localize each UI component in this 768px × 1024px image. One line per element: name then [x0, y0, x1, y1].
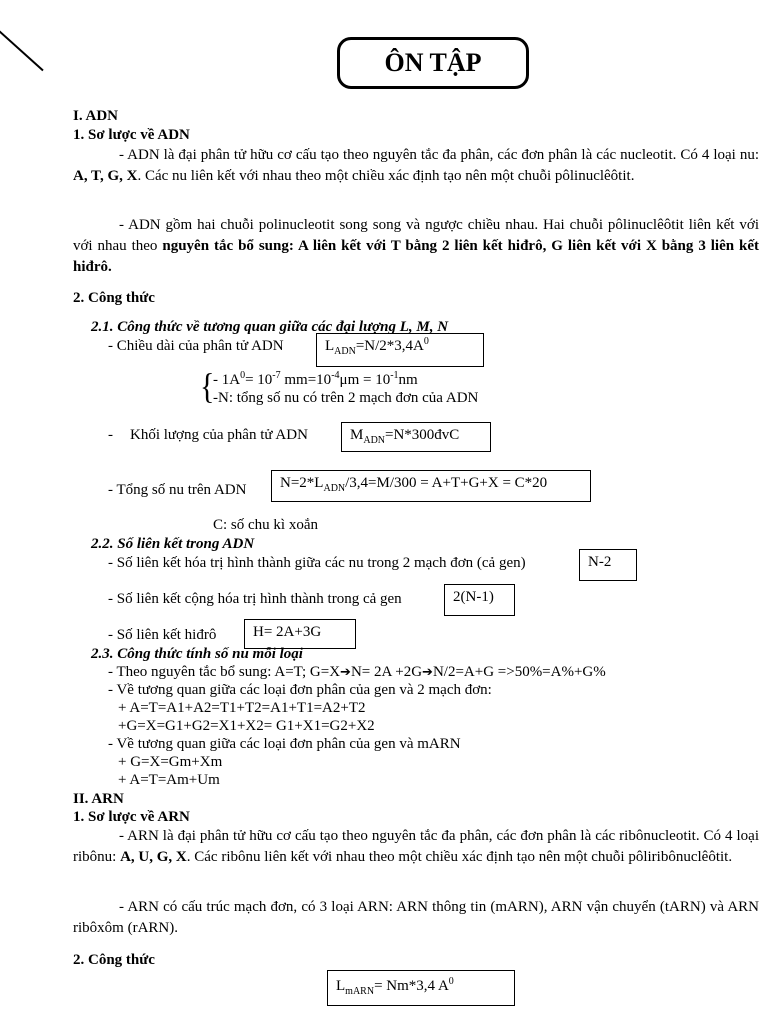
marn-relation-gx: + G=X=Gm+Xm — [118, 754, 223, 770]
brace-icon: { — [200, 366, 215, 407]
marn-relation-at: + A=T=Am+Um — [118, 772, 220, 788]
subheading-adn-formulas: 2. Công thức — [73, 290, 155, 306]
complementary-rule-line: - Theo nguyên tắc bổ sung: A=T; G=X➔N= 2A +2G➔N/2=A+G =>50%=A%+G% — [108, 664, 606, 680]
covalent-bond-strand-label: - Số liên kết hóa trị hình thành giữa các nu trong 2 mạch đơn (cả gen) — [108, 555, 526, 571]
covalent-bond-strand-box: N-2 — [579, 549, 637, 581]
unit-conversion-note: - $1A^0= 10^{-7}$ $mm=10^{-4}\mu m = 10^{-1}nm$ — [213, 370, 418, 388]
arrow-right-icon: ➔ — [422, 665, 433, 680]
marn-length-formula-box: $L_{mARN}= Nm*3,4$ $A^0$ — [327, 970, 515, 1006]
total-nu-label: - Tổng số nu trên ADN — [108, 482, 247, 498]
hydrogen-bond-box: H= 2A+3G — [244, 619, 356, 649]
formula-heading-2-1: 2.1. Công thức về tương quan giữa các đại lượng L, M, N — [91, 319, 449, 335]
covalent-bond-gene-box: 2(N-1) — [444, 584, 515, 616]
section-heading-arn: II. ARN — [73, 791, 124, 807]
coil-cycle-note: C: số chu kì xoắn — [213, 517, 318, 533]
decorative-diagonal-line — [0, 20, 44, 71]
subheading-arn-overview: 1. Sơ lược về ARN — [73, 809, 190, 825]
paragraph-arn-1: - ARN là đại phân tử hữu cơ cấu tạo theo nguyên tắc đa phân, các đơn phân là các ribônucleotit. Có 4 loại ribônu: A, U, G, X. Các ribônu liên kết với nhau theo một chiều xác định tạo nên một chuỗi pôliribônuclêôtit. — [73, 828, 759, 865]
hydrogen-bond-label: - Số liên kết hiđrô — [108, 627, 217, 643]
mass-label: Khối lượng của phân tử ADN — [130, 427, 308, 443]
strand-relation-at: + A=T=A1+A2=T1+T2=A1+T1=A2+T2 — [118, 700, 366, 716]
length-formula-box: $L_{ADN}=N/2*3,4A^0$ — [316, 333, 484, 367]
page-title: ÔN TẬP — [337, 37, 529, 89]
formula-heading-2-3: 2.3. Công thức tính số nu mỗi loại — [91, 646, 303, 662]
paragraph-arn-2: - ARN có cấu trúc mạch đơn, có 3 loại ARN: ARN thông tin (mARN), ARN vận chuyển (tARN) và ARN ribôxôm (rARN). — [73, 899, 759, 936]
marn-relation-line: - Về tương quan giữa các loại đơn phân của gen và mARN — [108, 736, 461, 752]
section-heading-adn: I. ADN — [73, 108, 119, 124]
n-definition-note: -N: tổng số nu có trên 2 mạch đơn của ADN — [213, 390, 479, 406]
strand-relation-line: - Về tương quan giữa các loại đơn phân của gen và 2 mạch đơn: — [108, 682, 492, 698]
covalent-bond-gene-label: - Số liên kết cộng hóa trị hình thành trong cả gen — [108, 591, 402, 607]
mass-formula-box: $M_{ADN}=N*300đvC$ — [341, 422, 491, 452]
strand-relation-gx: +G=X=G1+G2=X1+X2= G1+X1=G2+X2 — [118, 718, 375, 734]
subheading-arn-formulas: 2. Công thức — [73, 952, 155, 968]
total-nu-formula-box: $N=2*L_{ADN}/3,4=M/300 = A+T+G+X = C*20$ — [271, 470, 591, 502]
arrow-right-icon: ➔ — [340, 665, 351, 680]
paragraph-adn-2: - ADN gồm hai chuỗi polinucleotit song song và ngược chiều nhau. Hai chuỗi pôlinuclêôtit liên kết với với nhau theo nguyên tắc bổ sung: A liên kết với T bằng 2 liên kết hiđrô, G liên kết với X bằng 3 liên kết hiđrô. — [73, 217, 759, 275]
mass-dash: - — [108, 427, 113, 443]
formula-heading-2-2: 2.2. Số liên kết trong ADN — [91, 536, 255, 552]
paragraph-adn-1: - ADN là đại phân tử hữu cơ cấu tạo theo nguyên tắc đa phân, các đơn phân là các nucleotit. Có 4 loại nu: A, T, G, X. Các nu liên kết với nhau theo một chiều xác định tạo nên một chuỗi pôlinuclêôtit. — [73, 147, 759, 184]
length-label: - Chiều dài của phân tử ADN — [108, 338, 284, 354]
subheading-adn-overview: 1. Sơ lược về ADN — [73, 127, 190, 143]
